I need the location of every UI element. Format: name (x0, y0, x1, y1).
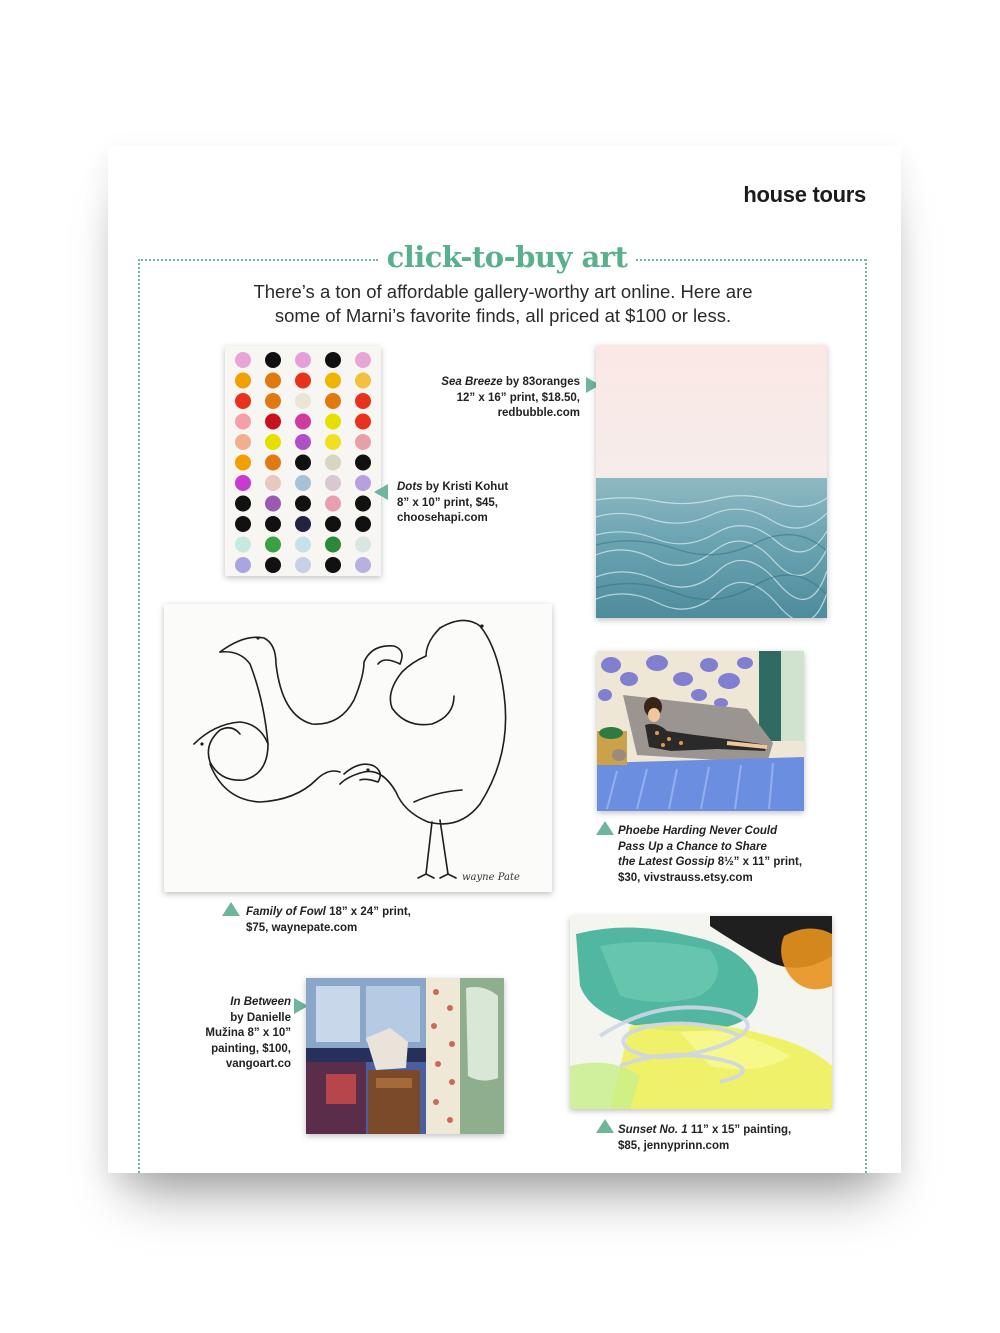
paint-dot (355, 475, 371, 491)
artwork-phoebe-harding[interactable] (597, 651, 804, 811)
paint-dot (295, 414, 311, 430)
paint-dot (235, 414, 251, 430)
caption-text: vangoart.co (225, 1058, 291, 1070)
pointer-arrow-icon (596, 821, 614, 835)
paint-dot (295, 475, 311, 491)
paint-dot (265, 557, 281, 573)
paint-dot (265, 496, 281, 512)
magazine-page (108, 146, 901, 1173)
paint-dot (235, 393, 251, 409)
paint-dot (295, 373, 311, 389)
caption-title: In Between (230, 996, 291, 1008)
artwork-sunset-no-1[interactable] (570, 916, 832, 1109)
paint-dot (295, 393, 311, 409)
paint-dot (355, 352, 371, 368)
pointer-arrow-icon (374, 484, 388, 500)
caption-text: redbubble.com (497, 407, 580, 419)
paint-dot (355, 557, 371, 573)
paint-dot (355, 537, 371, 553)
paint-dot (295, 496, 311, 512)
paint-dot (235, 537, 251, 553)
intro-text (188, 280, 818, 328)
sunset-painting (570, 916, 832, 1109)
paint-dot (355, 496, 371, 512)
caption-title: Phoebe Harding Never Could (618, 825, 778, 837)
paint-dot (355, 393, 371, 409)
paint-dot (235, 455, 251, 471)
paint-dot (265, 373, 281, 389)
paint-dot (325, 414, 341, 430)
paint-dot (295, 537, 311, 553)
intro-line-1: There’s a ton of affordable gallery-worthy art online. Here are (253, 281, 753, 302)
in-between-painting (306, 978, 504, 1134)
paint-dot (325, 557, 341, 573)
paint-dot (295, 455, 311, 471)
paint-dot (235, 373, 251, 389)
paint-dot (355, 434, 371, 450)
paint-dot (235, 516, 251, 532)
frame-border-top-left (138, 259, 378, 261)
caption-text: 8½” x 11” print, (714, 856, 803, 868)
artist-signature: wayne Pate (462, 872, 520, 883)
pointer-arrow-icon (222, 902, 240, 916)
artwork-sea-breeze[interactable] (596, 345, 827, 618)
frame-border-top-right (636, 259, 866, 261)
paint-dot (265, 352, 281, 368)
artwork-family-of-fowl[interactable] (164, 604, 552, 892)
caption-title-line-2: Pass Up a Chance to Share (618, 840, 767, 853)
paint-dot (355, 373, 371, 389)
paint-dot (355, 455, 371, 471)
caption-text: choosehapi.com (397, 512, 488, 524)
caption-text: 18” x 24” print, (325, 906, 411, 918)
paint-dot (325, 475, 341, 491)
caption-dots (397, 480, 547, 527)
caption-title: Sea Breeze (441, 376, 503, 388)
caption-text: $30, vivstrauss.etsy.com (618, 871, 753, 884)
caption-in-between (188, 995, 291, 1073)
paint-dot (265, 434, 281, 450)
paint-dot (325, 455, 341, 471)
paint-dot (265, 475, 281, 491)
caption-text: 8” x 10” print, $45, (397, 496, 498, 509)
intro-line-2: some of Marni’s favorite finds, all priced at $100 or less. (274, 305, 732, 326)
frame-border-left (138, 259, 140, 1173)
caption-family-of-fowl (246, 905, 466, 936)
caption-text: Mužina 8” x 10” (205, 1027, 291, 1039)
frame-border-right (865, 259, 867, 1173)
paint-dot (325, 373, 341, 389)
paint-dot (295, 557, 311, 573)
sea-photo (596, 345, 827, 618)
paint-dot (265, 414, 281, 430)
caption-text: painting, $100, (211, 1042, 291, 1055)
caption-text: $75, waynepate.com (246, 921, 358, 934)
paint-dot (325, 537, 341, 553)
caption-sunset-no-1 (618, 1123, 838, 1154)
caption-title: Dots (397, 481, 423, 493)
caption-text: 12” x 16” print, $18.50, (456, 391, 580, 404)
artwork-dots[interactable] (225, 346, 381, 576)
caption-text: 11” x 15” painting, (687, 1124, 792, 1136)
artwork-in-between[interactable] (306, 978, 504, 1134)
paint-dot (325, 352, 341, 368)
caption-phoebe-harding (618, 824, 838, 886)
caption-title: Sunset No. 1 (618, 1124, 688, 1136)
caption-title-line-3: the Latest Gossip (618, 856, 715, 868)
paint-dot (295, 434, 311, 450)
paint-dot (355, 414, 371, 430)
page-heading: click-to-buy art (386, 240, 628, 274)
paint-dot (265, 393, 281, 409)
paint-dot (235, 557, 251, 573)
dots-painting (225, 346, 381, 576)
paint-dot (295, 352, 311, 368)
paint-dot (325, 393, 341, 409)
paint-dot (265, 455, 281, 471)
paint-dot (355, 516, 371, 532)
paint-dot (325, 496, 341, 512)
paint-dot (235, 434, 251, 450)
caption-text: by Kristi Kohut (422, 481, 509, 493)
pointer-arrow-icon (596, 1119, 614, 1133)
fowl-line-drawing (164, 604, 552, 892)
caption-title: Family of Fowl (246, 906, 326, 918)
paint-dot (235, 496, 251, 512)
paint-dot (235, 352, 251, 368)
phoebe-painting (597, 651, 804, 811)
paint-dot (325, 516, 341, 532)
paint-dot (265, 537, 281, 553)
section-label: house tours (743, 182, 866, 207)
paint-dot (265, 516, 281, 532)
caption-text: by 83oranges (502, 376, 580, 388)
paint-dot (325, 434, 341, 450)
paint-dot (235, 475, 251, 491)
caption-text: $85, jennyprinn.com (618, 1139, 730, 1152)
caption-text: by Danielle (230, 1011, 291, 1024)
caption-sea-breeze (398, 375, 580, 422)
paint-dot (295, 516, 311, 532)
